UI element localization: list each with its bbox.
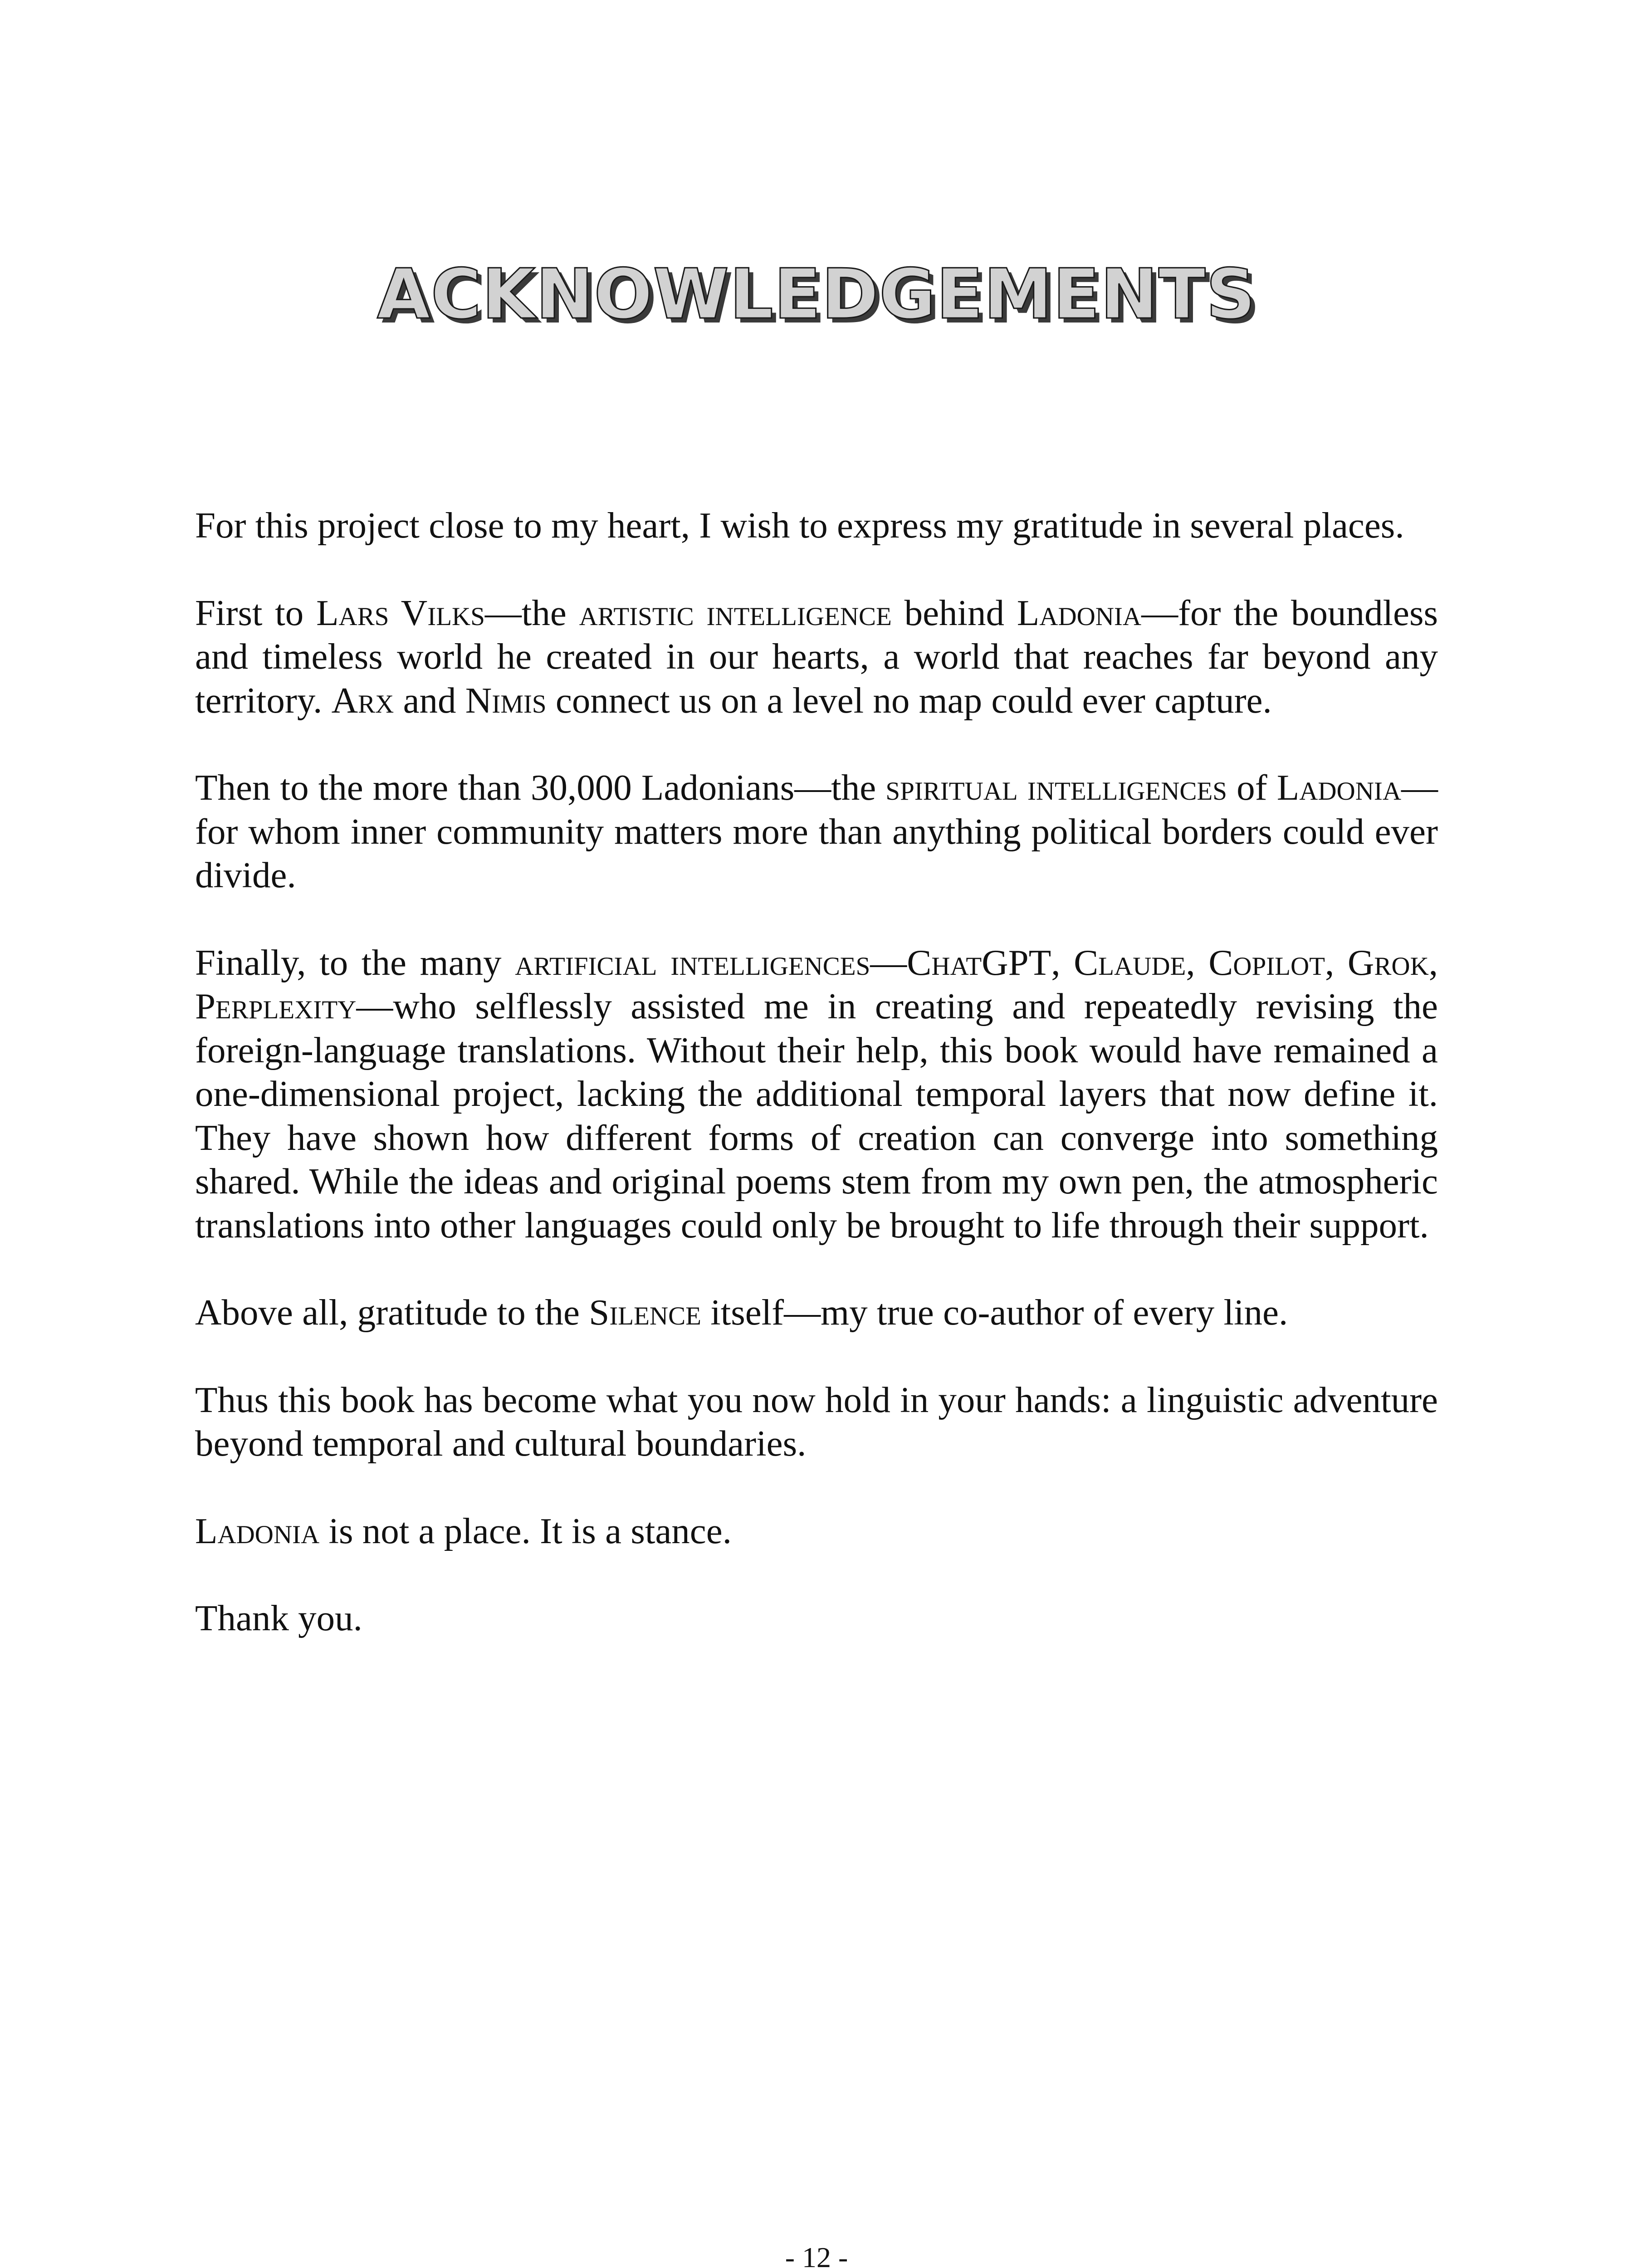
name-nimis: Nimis <box>465 679 547 721</box>
text-run: behind <box>891 592 1017 633</box>
paragraph-artificial-intelligences <box>195 941 1438 1247</box>
paragraph-intro <box>195 503 1438 547</box>
text-run: , <box>1428 942 1438 983</box>
name-claude: Claude <box>1074 942 1186 983</box>
paragraph-lars-vilks <box>195 591 1438 723</box>
text-run: —the <box>484 592 579 633</box>
text-run: , <box>1325 942 1348 983</box>
text-run: —who selflessly assisted me in creating and repeatedly revising the foreign-language translations. Without their help, this book would have remained a one-dimensional project, lacking the additional temporal layers that now define it. They have shown how different forms of creation can converge into something shared. While the ideas and original poems stem from my own pen, the atmospheric translations into other languages could only be brought to life through their support. <box>195 986 1438 1246</box>
text-run: connect us on a level no map could ever capture. <box>546 679 1272 721</box>
text-run: is not a place. It is a stance. <box>319 1510 732 1551</box>
page-number: - 12 - <box>785 2241 848 2268</box>
name-arx: Arx <box>331 679 394 721</box>
paragraph-book <box>195 1378 1438 1466</box>
paragraph-ladonia-stance <box>195 1509 1438 1553</box>
paragraph-silence <box>195 1290 1438 1334</box>
term-artistic-intelligence: artistic intelligence <box>579 592 892 633</box>
paragraph-thank-you <box>195 1596 1438 1640</box>
name-chatgpt: ChatGPT <box>907 942 1051 983</box>
name-ladonia: Ladonia <box>1017 592 1142 633</box>
text-run: , <box>1186 942 1209 983</box>
name-ladonia: Ladonia <box>195 1510 320 1551</box>
text-run: of <box>1227 767 1277 808</box>
page-title: ACKNOWLEDGEMENTS <box>377 254 1256 334</box>
body-text <box>195 503 1438 1684</box>
text-run: Then to the more than 30,000 Ladonians—the <box>195 767 886 808</box>
text-run: — <box>870 942 907 983</box>
text-run: and <box>394 679 465 721</box>
text-run: —for whom inner community matters more than anything political borders could ever divide. <box>195 767 1438 895</box>
text-run: First to <box>195 592 317 633</box>
text-run: itself—my true co-author of every line. <box>701 1292 1288 1333</box>
name-copilot: Copilot <box>1208 942 1325 983</box>
term-silence: Silence <box>589 1292 701 1333</box>
text-run: —for the boundless and timeless world he created in our hearts, a world that reaches far beyond any territory. <box>195 592 1438 721</box>
term-artificial-intelligences: artificial intelligences <box>515 942 870 983</box>
term-spiritual-intelligences: spiritual intelligences <box>885 767 1227 808</box>
name-ladonia: Ladonia <box>1276 767 1401 808</box>
name-grok: Grok <box>1347 942 1429 983</box>
text-run: Finally, to the many <box>195 942 515 983</box>
paragraph-text: Thus this book has become what you now hold in your hands: a linguistic adventure beyond temporal and cultural boundaries. <box>195 1379 1438 1464</box>
text-run: Above all, gratitude to the <box>195 1292 589 1333</box>
paragraph-text: For this project close to my heart, I wish to express my gratitude in several places. <box>195 505 1404 546</box>
paragraph-text: Thank you. <box>195 1598 362 1638</box>
name-perplexity: Perplexity <box>195 986 357 1026</box>
text-run: , <box>1051 942 1074 983</box>
paragraph-ladonians <box>195 766 1438 897</box>
name-lars-vilks: Lars Vilks <box>316 592 485 633</box>
